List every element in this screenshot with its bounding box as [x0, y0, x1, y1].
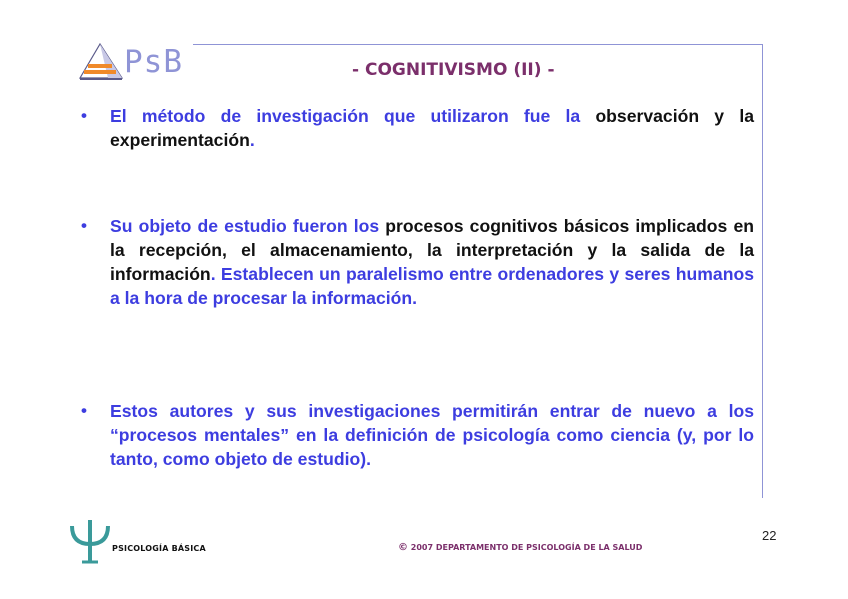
bullet-text — [110, 214, 754, 310]
footer-copyright — [398, 542, 642, 553]
frame-right-line — [762, 44, 763, 498]
psi-symbol-icon — [68, 518, 112, 566]
slide-title: - COGNITIVISMO (II) - — [352, 60, 555, 80]
copyright-symbol: © — [398, 542, 408, 553]
bullet-item — [81, 214, 754, 310]
bullet-dot: • — [81, 216, 87, 235]
bullet-dot: • — [81, 106, 87, 125]
bullet-text — [110, 104, 754, 152]
footer-course-label: PSICOLOGÍA BÁSICA — [112, 544, 206, 553]
frame-top-line — [193, 44, 763, 45]
bullet-dot: • — [81, 401, 87, 420]
text-segment: Su objeto de estudio fueron los — [110, 216, 386, 236]
text-segment: observación y la experimentación — [110, 106, 754, 150]
logo-text: PsB — [124, 44, 183, 80]
text-segment: El método de investigación que utilizaron fue la — [110, 106, 596, 126]
bullet-item — [81, 104, 754, 152]
bullet-item — [81, 399, 754, 471]
text-segment: procesos cognitivos básicos implicados en la recepción, el almacenamiento, la interpretación y la salida de la información — [110, 216, 754, 284]
text-segment: Estos autores y sus investigaciones permitirán entrar de nuevo a los “procesos mentales” en la definición de psicología como ciencia (y, por lo tanto, como objeto de estudio). — [110, 401, 754, 469]
text-segment: . — [249, 130, 255, 150]
bullet-text — [110, 399, 754, 471]
copyright-text: 2007 DEPARTAMENTO DE PSICOLOGÍA DE LA SALUD — [408, 543, 643, 552]
page-number: 22 — [762, 528, 777, 543]
text-segment: . Establecen un paralelismo entre ordenadores y seres humanos a la hora de procesar la información. — [110, 264, 754, 308]
